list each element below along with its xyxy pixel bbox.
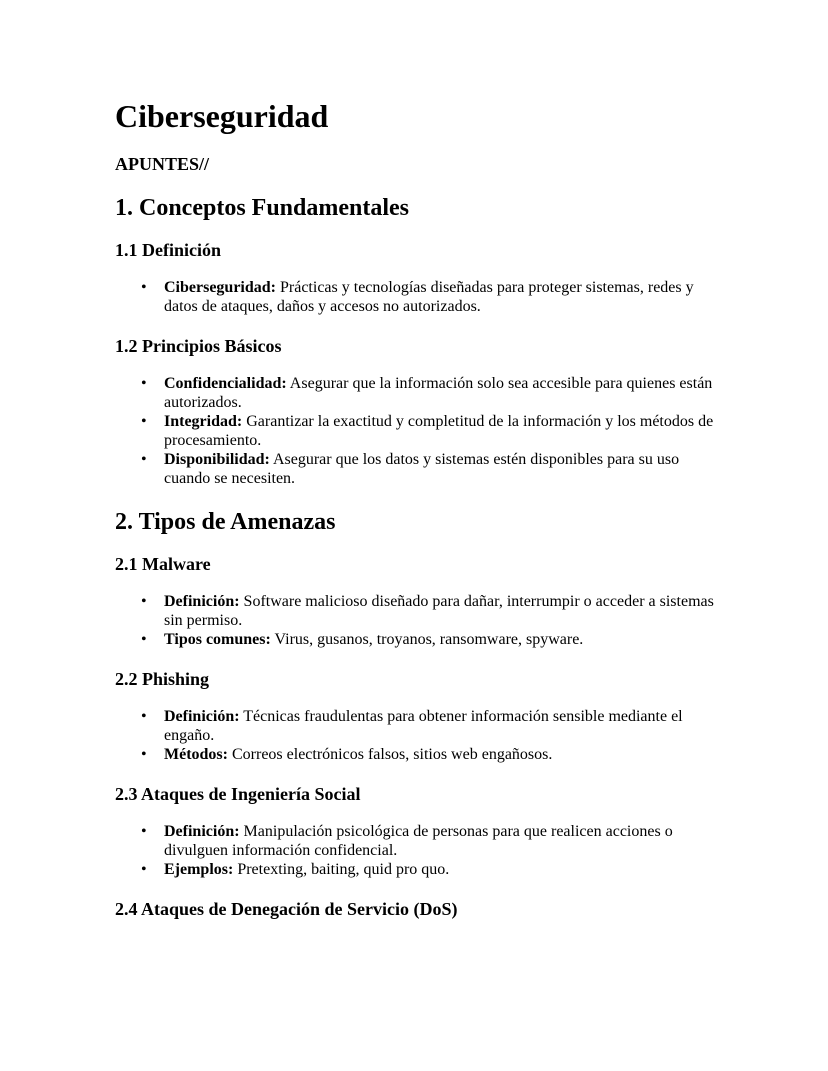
bullet-list [115, 707, 718, 764]
list-item [164, 450, 718, 488]
list-item [164, 707, 718, 745]
subsection-heading: 2.1 Malware [115, 554, 211, 574]
bullet-list [115, 592, 718, 649]
item-text: Prácticas y tecnologías diseñadas para proteger sistemas, redes y datos de ataques, daños y accesos no autorizados. [164, 279, 694, 315]
item-term: Integridad: [164, 413, 243, 430]
item-term: Ejemplos: [164, 861, 234, 878]
item-text: Técnicas fraudulentas para obtener información sensible mediante el engaño. [164, 708, 683, 744]
list-item [164, 860, 718, 879]
item-term: Disponibilidad: [164, 451, 270, 468]
section-tipos-de-amenazas [115, 506, 718, 921]
list-item [164, 630, 718, 649]
bullet-list [115, 822, 718, 879]
item-text: Manipulación psicológica de personas para que realicen acciones o divulguen información confidencial. [164, 823, 673, 859]
item-term: Definición: [164, 593, 240, 610]
item-term: Confidencialidad: [164, 375, 287, 392]
item-term: Definición: [164, 708, 240, 725]
document-subtitle: APUNTES// [115, 154, 210, 174]
list-item [164, 278, 718, 316]
item-text: Pretexting, baiting, quid pro quo. [233, 861, 450, 878]
item-text: Correos electrónicos falsos, sitios web engañosos. [227, 746, 553, 763]
item-term: Ciberseguridad: [164, 279, 276, 296]
list-item [164, 592, 718, 630]
item-term: Métodos: [164, 746, 228, 763]
item-text: Software malicioso diseñado para dañar, interrumpir o acceder a sistemas sin permiso. [164, 593, 714, 629]
item-text: Garantizar la exactitud y completitud de la información y los métodos de procesamiento. [164, 413, 714, 449]
section-heading: 1. Conceptos Fundamentales [115, 195, 410, 221]
section-heading: 2. Tipos de Amenazas [115, 509, 336, 535]
list-item [164, 745, 718, 764]
bullet-list [115, 278, 718, 316]
item-text: Asegurar que los datos y sistemas estén disponibles para su uso cuando se necesiten. [164, 451, 680, 487]
bullet-list [115, 374, 718, 488]
item-term: Tipos comunes: [164, 631, 271, 648]
subsection-heading: 1.1 Definición [115, 240, 221, 260]
item-text: Asegurar que la información solo sea accesible para quienes están autorizados. [164, 375, 713, 411]
section-conceptos-fundamentales [115, 192, 718, 488]
document-title: Ciberseguridad [115, 98, 329, 134]
subsection-heading: 2.2 Phishing [115, 669, 210, 689]
list-item [164, 822, 718, 860]
subsection-heading: 2.3 Ataques de Ingeniería Social [115, 784, 361, 804]
subsection-heading: 1.2 Principios Básicos [115, 336, 282, 356]
item-text: Virus, gusanos, troyanos, ransomware, spyware. [270, 631, 584, 648]
subsection-heading: 2.4 Ataques de Denegación de Servicio (DoS) [115, 899, 458, 919]
list-item [164, 374, 718, 412]
list-item [164, 412, 718, 450]
item-term: Definición: [164, 823, 240, 840]
